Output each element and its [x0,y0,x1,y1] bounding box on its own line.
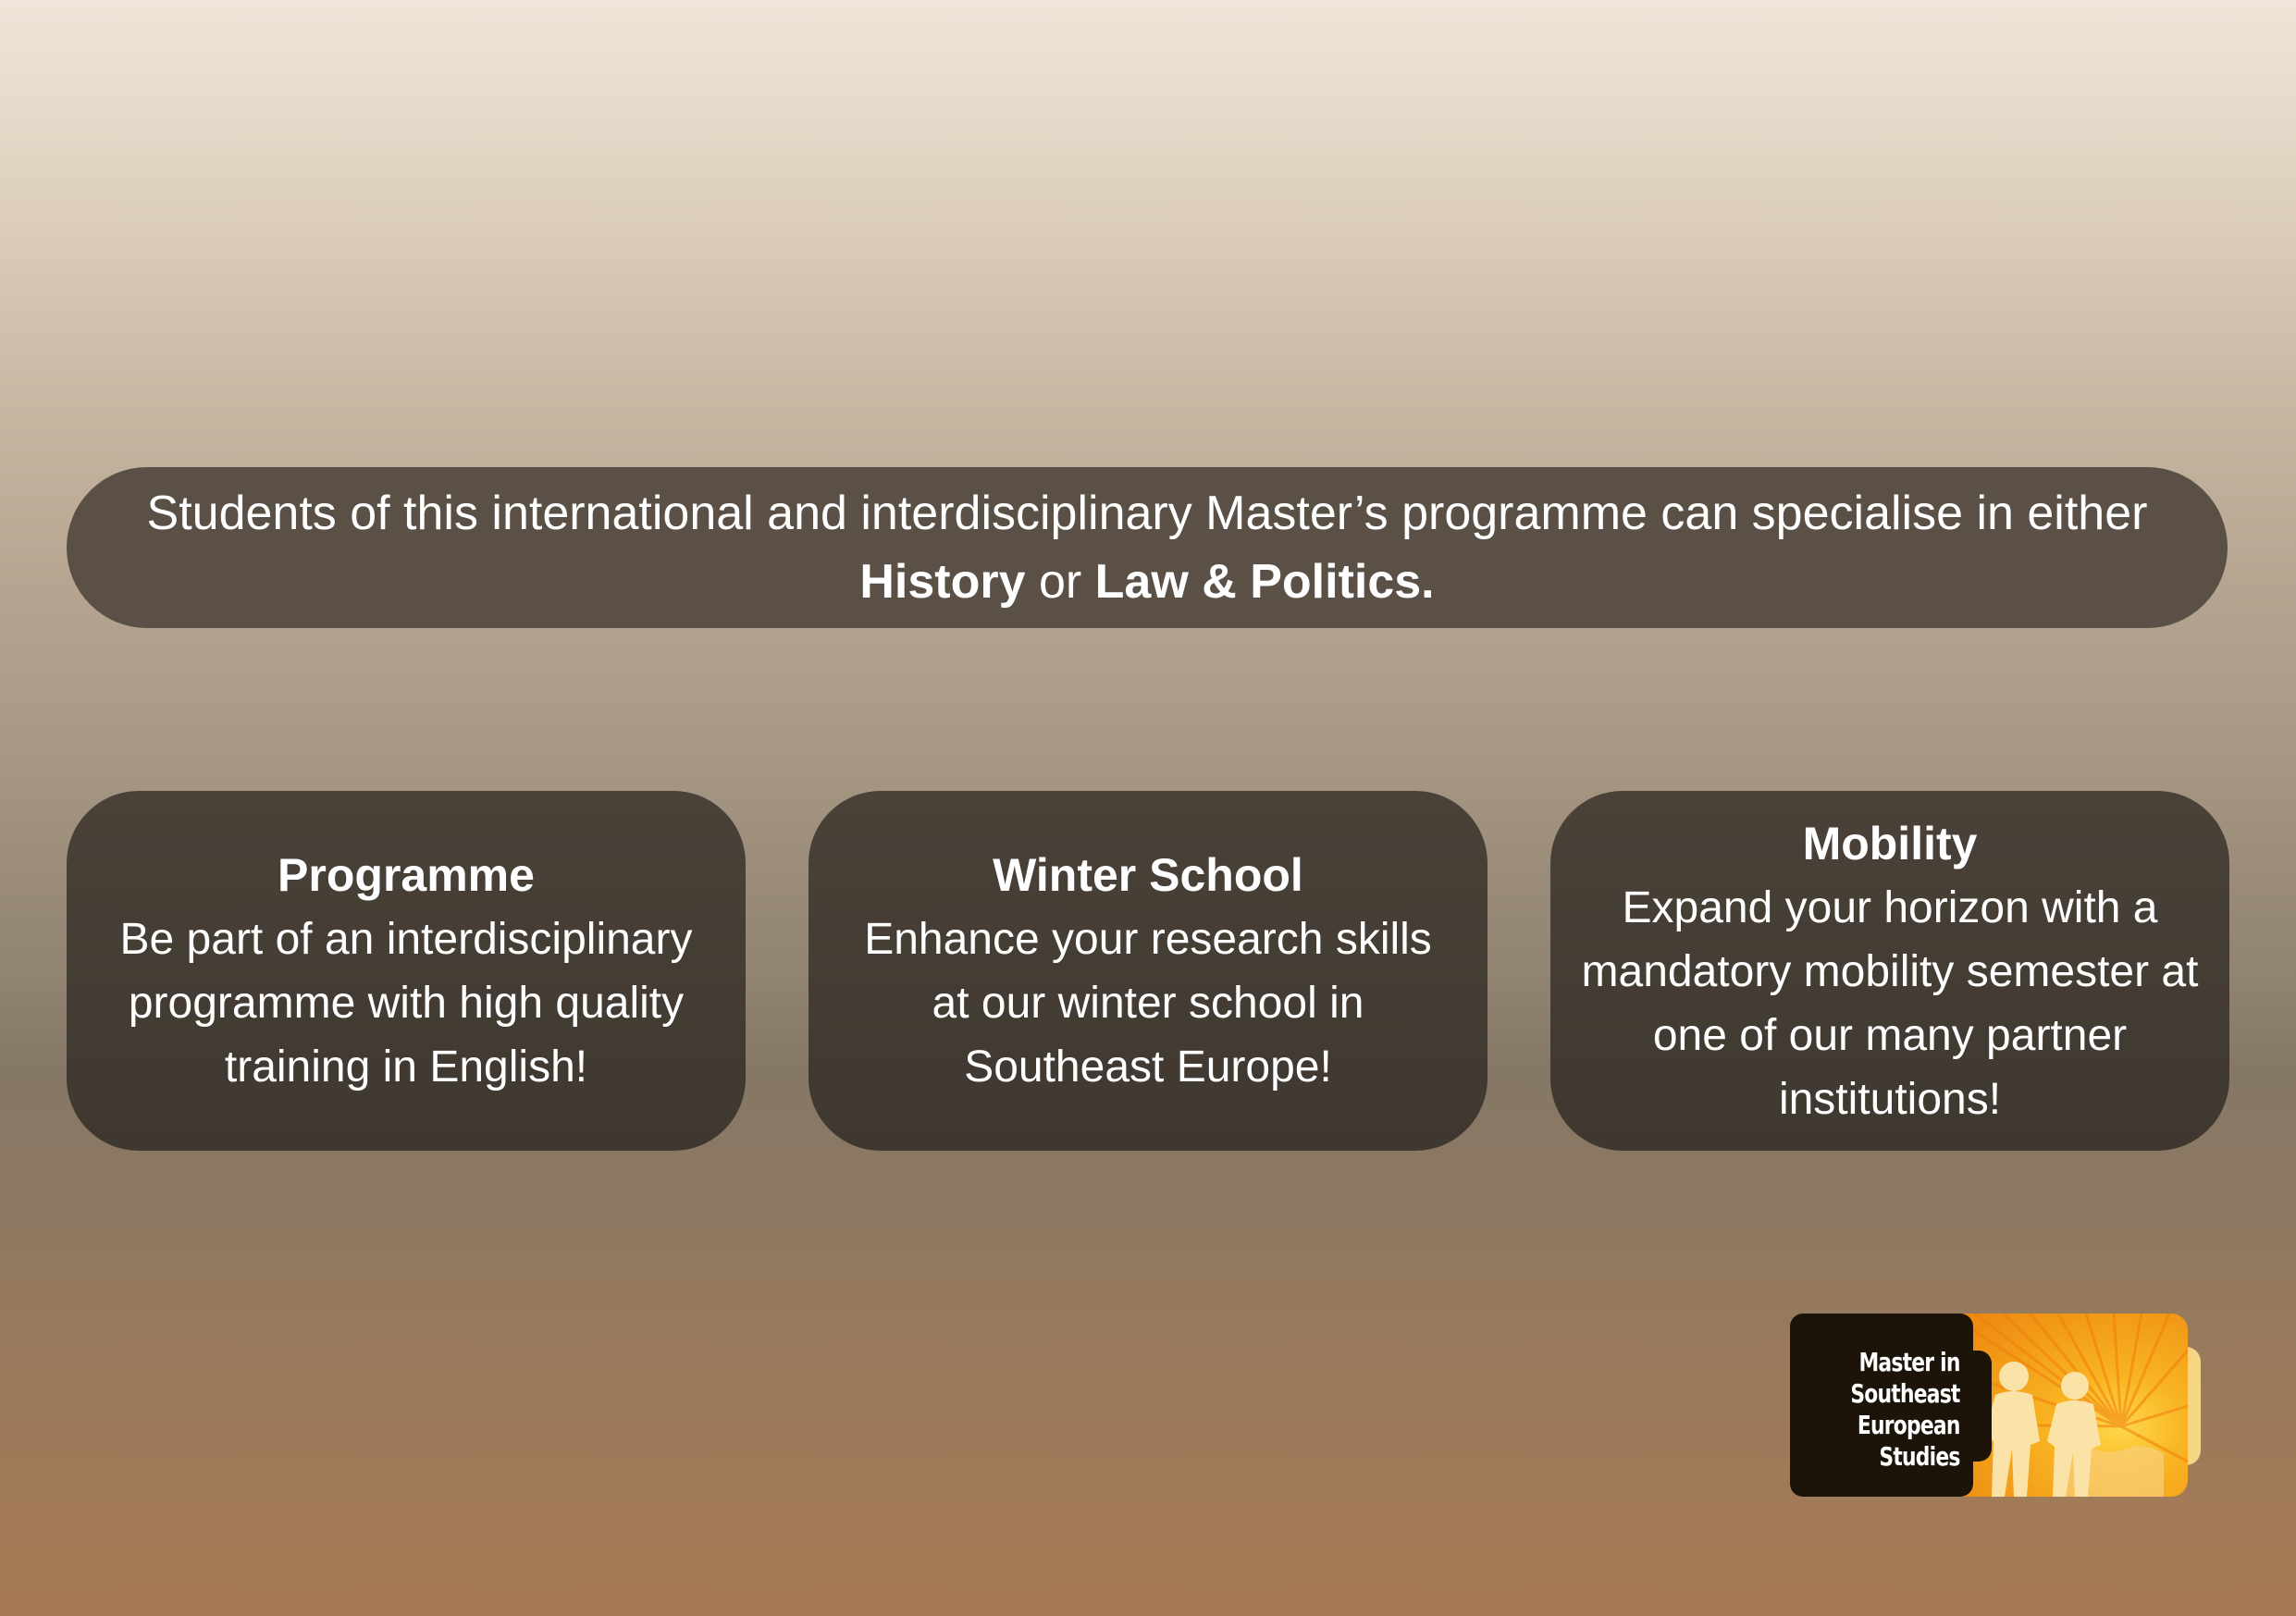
card-text-line: Southeast Europe! [964,1042,1332,1092]
logo-dark-panel [1790,1314,1973,1497]
headline-history: History [859,555,1026,609]
card-title: Winter School [993,849,1303,901]
headline-or: or [1025,555,1095,609]
winter-school-card [809,791,1487,1151]
logo-line: Master in [1858,1347,1960,1377]
programme-logo [1790,1314,2201,1497]
headline-line-1: Students of this international and interdisciplinary Master’s programme can specialise in either [146,487,2148,540]
card-text-line: institutions! [1778,1074,2002,1124]
card-text-line: programme with high quality [128,979,685,1028]
card-text-line: Expand your horizon with a [1622,882,2158,932]
headline-law-politics: Law & Politics. [1094,555,1435,609]
logo-line: Southeast [1850,1378,1960,1409]
card-text-line: Be part of an interdisciplinary [119,915,693,964]
card-text-line: training in English! [224,1042,588,1092]
card-text-line: one of our many partner [1652,1010,2128,1060]
headline-banner [67,467,2228,628]
programme-card [67,791,746,1151]
card-title: Programme [278,849,535,901]
logo-wordmark [1851,1347,1960,1473]
card-text-line: at our winter school in [932,979,1364,1028]
card-title: Mobility [1802,817,1978,870]
logo-dark-notch [1966,1351,1992,1462]
mobility-card [1550,791,2229,1151]
headline-line-2 [859,548,1434,616]
card-text-line: mandatory mobility semester at [1581,946,2199,996]
card-text-line: Enhance your research skills [864,915,1432,964]
logo-line: Studies [1879,1441,1960,1472]
logo-line: European [1858,1410,1960,1440]
